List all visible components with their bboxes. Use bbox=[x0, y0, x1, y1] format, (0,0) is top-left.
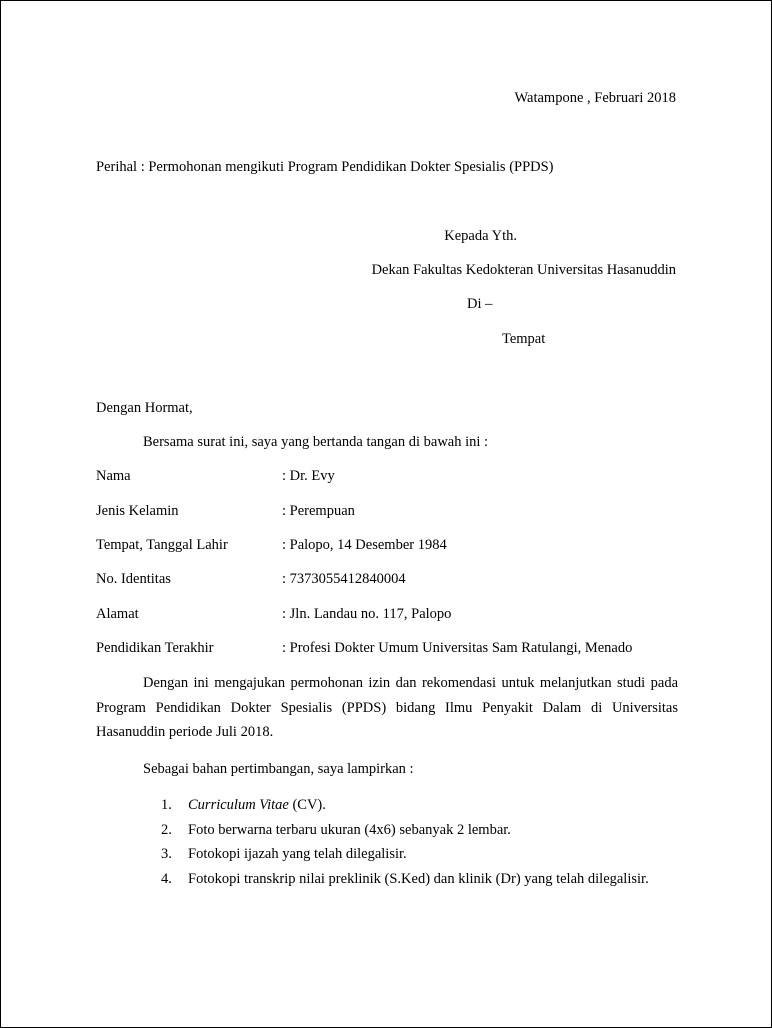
field-value: : Perempuan bbox=[282, 503, 355, 519]
field-label: Nama bbox=[96, 468, 131, 484]
attachments-intro: Sebagai bahan pertimbangan, saya lampirkan : bbox=[143, 761, 414, 777]
list-item-text: (CV). bbox=[288, 797, 326, 813]
recipient-line-4: Tempat bbox=[502, 331, 546, 347]
list-item-text: Foto berwarna terbaru ukuran (4x6) sebanyak 2 lembar. bbox=[188, 821, 511, 838]
list-number: 1. bbox=[161, 797, 172, 813]
list-item-text: Fotokopi ijazah yang telah dilegalisir. bbox=[188, 846, 407, 862]
field-label: Pendidikan Terakhir bbox=[96, 640, 214, 656]
salutation: Dengan Hormat, bbox=[96, 400, 193, 416]
letter-date: Watampone , Februari 2018 bbox=[514, 90, 676, 106]
field-value: : Palopo, 14 Desember 1984 bbox=[282, 537, 447, 553]
list-item bbox=[161, 793, 678, 818]
field-label: Jenis Kelamin bbox=[96, 503, 179, 519]
list-number: 3. bbox=[161, 846, 172, 862]
intro-sentence: Bersama surat ini, saya yang bertanda tangan di bawah ini : bbox=[143, 434, 489, 450]
field-label: Tempat, Tanggal Lahir bbox=[96, 537, 228, 553]
body-paragraph: Dengan ini mengajukan permohonan izin dan rekomendasi untuk melanjutkan studi pada Program Pendidikan Dokter Spesialis (PPDS) bidang Ilmu Penyakit Dalam di Universitas Hasanuddin periode Juli 2018. bbox=[96, 675, 678, 740]
list-number: 4. bbox=[161, 870, 172, 887]
list-item bbox=[161, 842, 678, 867]
attachments-list bbox=[161, 793, 678, 891]
field-value: : Dr. Evy bbox=[282, 468, 335, 484]
list-item bbox=[161, 867, 678, 892]
recipient-line-3: Di – bbox=[467, 296, 493, 312]
field-value: : Jln. Landau no. 117, Palopo bbox=[282, 606, 452, 622]
field-label: Alamat bbox=[96, 606, 139, 622]
letter-subject: Perihal : Permohonan mengikuti Program Pendidikan Dokter Spesialis (PPDS) bbox=[96, 159, 554, 175]
field-value: : Profesi Dokter Umum Universitas Sam Ratulangi, Menado bbox=[282, 640, 633, 656]
recipient-line-2: Dekan Fakultas Kedokteran Universitas Hasanuddin bbox=[371, 262, 676, 278]
recipient-line-1: Kepada Yth. bbox=[444, 228, 517, 244]
list-number: 2. bbox=[161, 821, 172, 838]
list-item-text: Fotokopi transkrip nilai preklinik (S.Ked) dan klinik (Dr) yang telah dilegalisir. bbox=[188, 870, 649, 887]
field-value: : 7373055412840004 bbox=[282, 571, 406, 587]
list-item-italic: Curriculum Vitae bbox=[188, 797, 289, 813]
field-label: No. Identitas bbox=[96, 571, 171, 587]
list-item bbox=[161, 818, 678, 843]
